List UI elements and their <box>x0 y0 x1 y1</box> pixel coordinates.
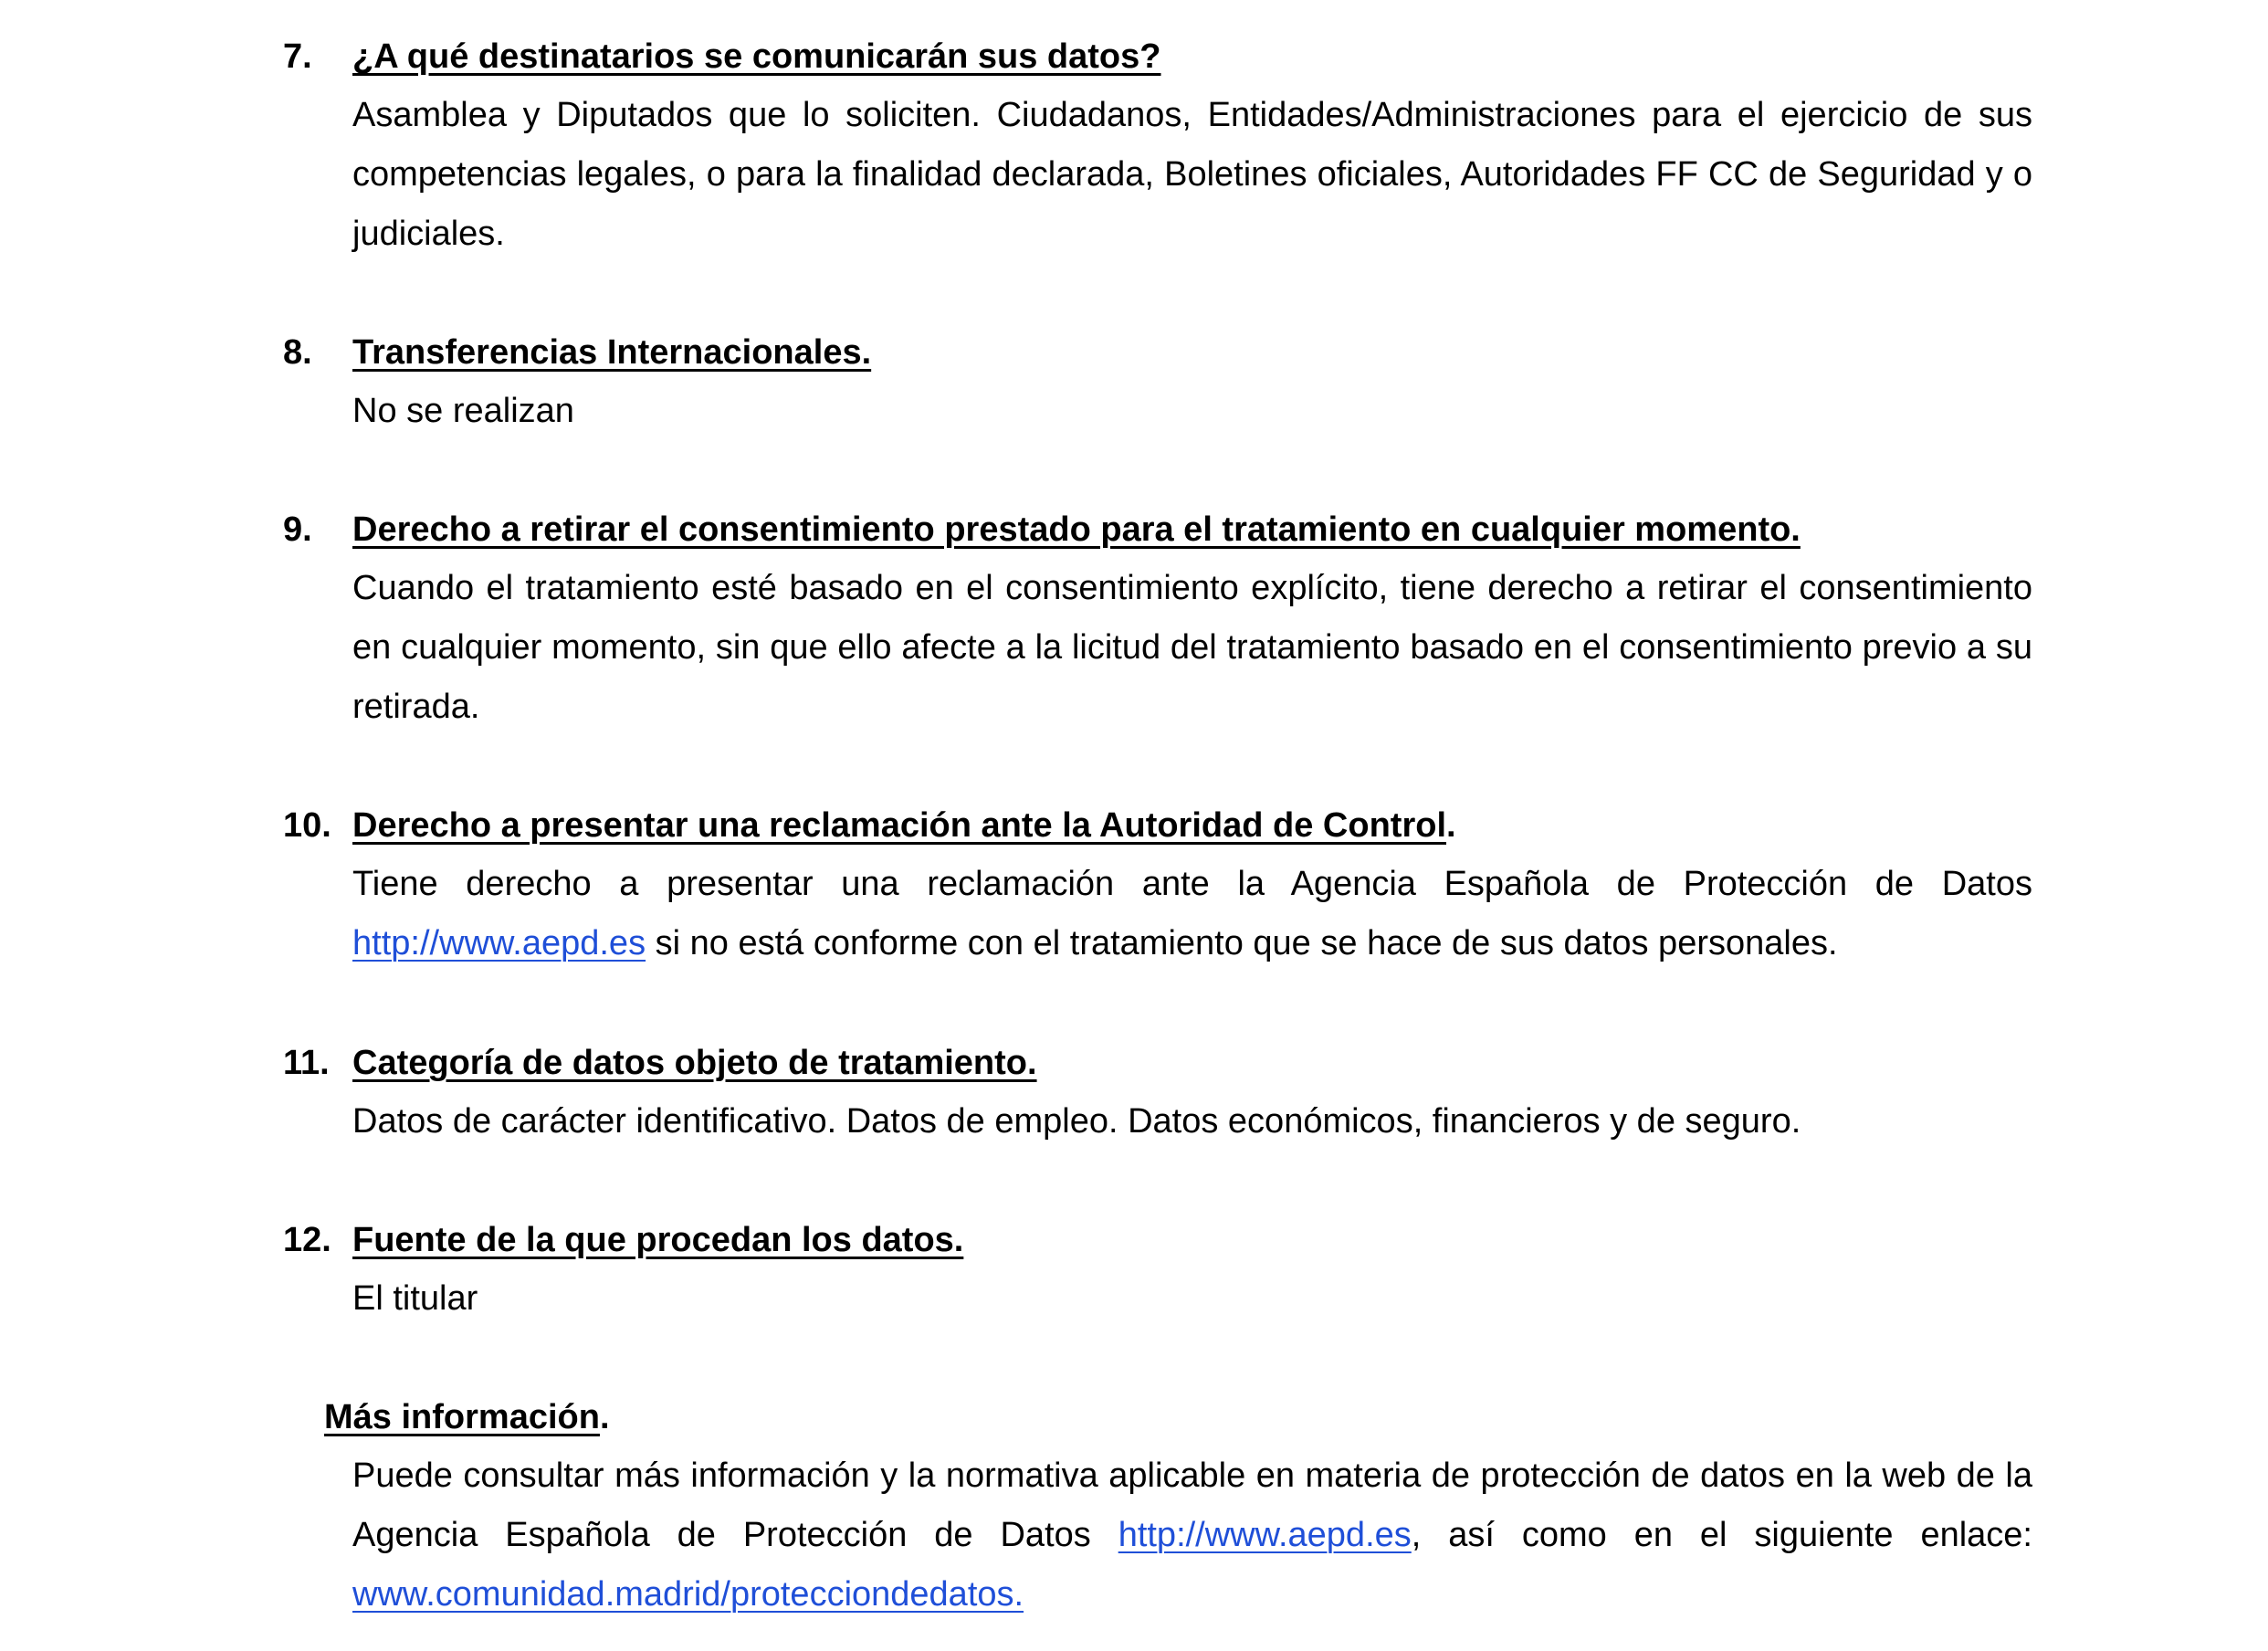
section-heading <box>352 1211 963 1269</box>
section-12 <box>0 1211 2268 1330</box>
body-text-before-link: Tiene derecho a presentar una reclamación ante la Agencia Española de Protección de Datos <box>352 865 2032 903</box>
aepd-link[interactable]: http://www.aepd.es <box>1118 1516 1412 1554</box>
more-info-section <box>0 1388 2268 1635</box>
section-number: 7. <box>283 37 312 76</box>
section-body: No se realizan <box>352 392 574 430</box>
section-heading-text: Derecho a retirar el consentimiento prestado para el tratamiento en cualquier momento. <box>352 510 1801 549</box>
section-number: 8. <box>283 333 312 372</box>
section-11 <box>0 1034 2268 1152</box>
section-heading-suffix: . <box>1446 806 1456 845</box>
section-heading-text: Fuente de la que procedan los datos. <box>352 1221 964 1259</box>
section-number: 12. <box>283 1221 331 1259</box>
section-body: Cuando el tratamiento esté basado en el consentimiento explícito, tiene derecho a retirar el consentimiento en cualquier momento, sin que ello afecte a la licitud del tratamiento basado en el consentimiento previo a su retirada. <box>352 569 2032 726</box>
section-number: 11. <box>283 1044 330 1082</box>
section-heading <box>352 1034 1037 1092</box>
comunidad-madrid-link[interactable]: www.comunidad.madrid/protecciondedatos. <box>352 1575 1024 1614</box>
section-body: Asamblea y Diputados que lo soliciten. Ciudadanos, Entidades/Administraciones para el ejercicio de sus competencias legales, o para la finalidad declarada, Boletines oficiales, Autoridades FF CC de Seguridad y o judiciales. <box>352 96 2032 253</box>
section-7 <box>0 27 2268 265</box>
more-info-heading <box>324 1388 610 1446</box>
more-info-body <box>352 1446 2032 1625</box>
section-heading-text: Categoría de datos objeto de tratamiento. <box>352 1044 1037 1082</box>
more-info-heading-suffix: . <box>599 1398 610 1436</box>
section-heading-text: Derecho a presentar una reclamación ante la Autoridad de Control <box>352 806 1447 845</box>
section-number: 9. <box>283 510 312 549</box>
section-heading <box>352 796 1456 855</box>
section-8 <box>0 323 2268 442</box>
section-body: El titular <box>352 1279 478 1318</box>
section-body: Datos de carácter identificativo. Datos de empleo. Datos económicos, financieros y de seguro. <box>352 1102 1801 1141</box>
more-info-text-part1: Puede consultar más información y la normativa aplicable en materia de protección de datos en la web de la Agencia Española de Protección de Datos <box>352 1456 2032 1554</box>
section-heading-text: ¿A qué destinatarios se comunicarán sus datos? <box>352 37 1161 76</box>
more-info-text-part2: , así como en el siguiente enlace: <box>1411 1516 2032 1554</box>
section-heading <box>352 323 871 382</box>
section-heading <box>352 500 1801 559</box>
section-heading-text: Transferencias Internacionales. <box>352 333 872 372</box>
section-body <box>352 855 2032 973</box>
more-info-heading-text: Más información <box>324 1398 600 1436</box>
section-number: 10. <box>283 806 331 845</box>
section-10 <box>0 796 2268 979</box>
section-9 <box>0 500 2268 738</box>
section-heading <box>352 27 1161 86</box>
aepd-link[interactable]: http://www.aepd.es <box>352 924 646 962</box>
body-text-after-link: si no está conforme con el tratamiento que se hace de sus datos personales. <box>646 924 1838 962</box>
